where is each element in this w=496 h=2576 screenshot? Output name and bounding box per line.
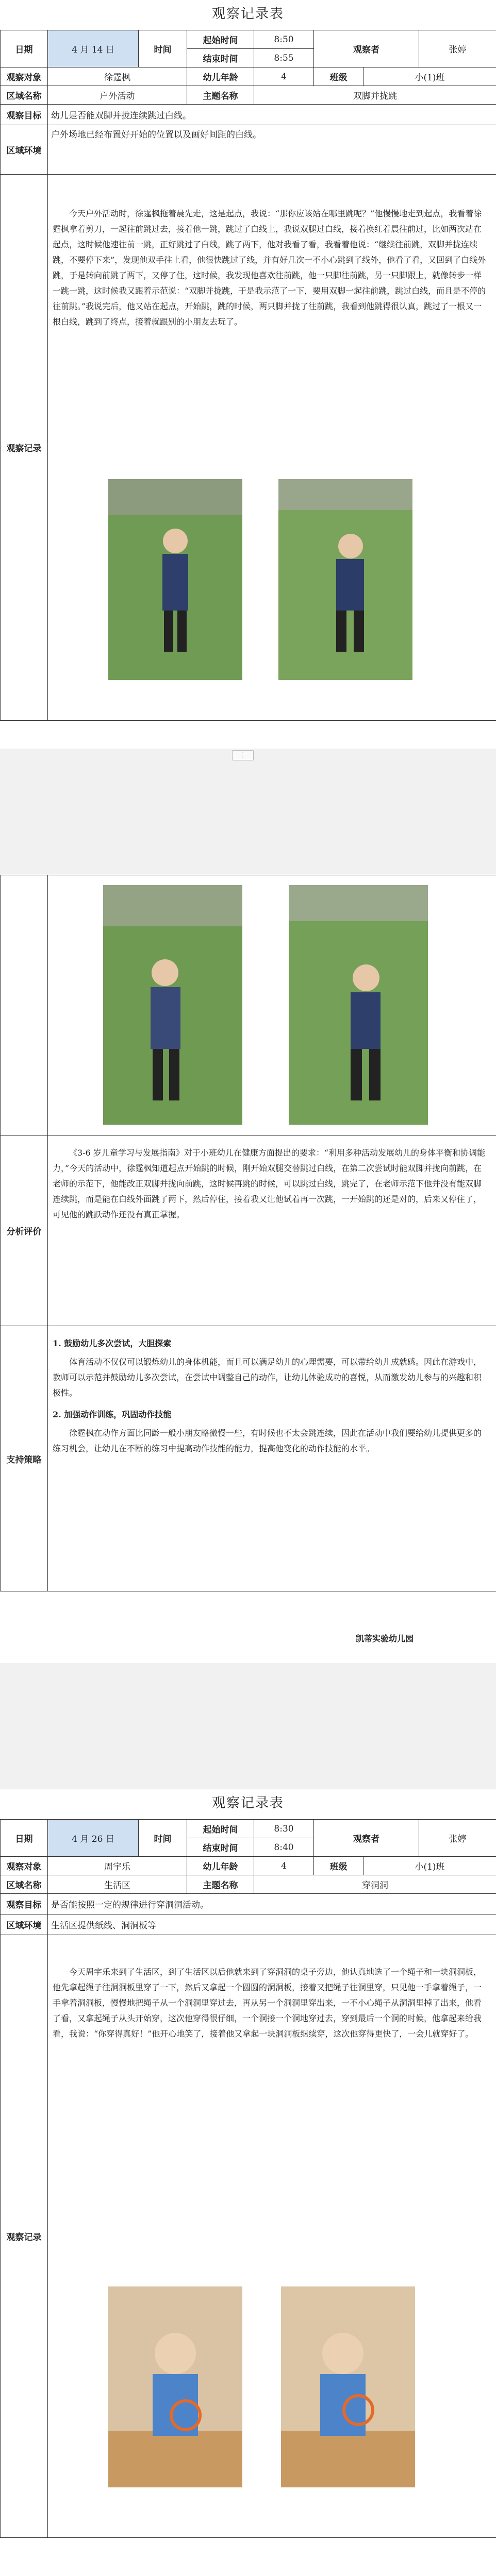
area-value: 生活区 [48,1875,187,1894]
strategy-heading-2: 2. 加强动作训练，巩固动作技能 [53,1410,172,1419]
strategy-heading-1: 1. 鼓励幼儿多次尝试，大胆探索 [53,1338,172,1348]
strategy-paragraph-1: 体育活动不仅仅可以锻炼幼儿的身体机能，而且可以满足幼儿的心理需要，可以带给幼儿成就感。因此在游戏中，教师可以示范并鼓励幼儿多次尝试，在尝试中调整自己的动作，让幼儿体验成功的喜悦，从而激发幼儿参与的兴趣和积极性。 [53,1357,482,1398]
record-text [53,206,489,336]
observer-label: 观察者 [314,30,419,67]
goal-value: 是否能按照一定的规律进行穿洞洞活动。 [48,1894,496,1914]
kindergarten-name: 凯蒂实验幼儿园 [355,1634,414,1643]
analysis-label: 分析评价 [1,1136,48,1326]
start-time-label: 起始时间 [187,1820,254,1838]
page-title: 观察记录表 [211,1795,284,1811]
class-label: 班级 [314,1857,363,1875]
record-label: 观察记录 [1,175,48,721]
time-label: 时间 [139,1820,187,1857]
observation-table-2 [0,1819,496,2538]
page-title: 观察记录表 [211,6,284,22]
topic-label: 主题名称 [187,1875,254,1894]
age-label: 幼儿年龄 [187,67,254,86]
record-paragraph: 今天户外活动时，徐霆枫拖着晨先走，这是起点，我说：“那你应该站在哪里跳呢？”他慢慢地走到起点，我看着徐霆枫拿着剪刀，一起往前跳过去，接着他一跳，跳过了白线上，我说双腿过白线，接着换红着晨往前过，比如两次站在起点，这时候他速往前一跳，正好跳过了白线，跳了两下，他对我看了看，我看着他说：“继续往前跳，双脚并拢连续跳，不要停下来”，发现他双手往上看，他很快跳过了线，并有好几次一不小心跳到了线外，他看了看，又回到了白线外跳，于是转向前跳了两下，又停了住，这时候，我发现他喜欢往前跳，他一只脚往前跳，另一只脚跟上，就像转步一样一跳一跳，这时候我又跟着示范说：“双脚并拢跳，于是我示范了一下，要用双脚一起往前跳，跳过白线，而且是不停的往前跳。”我说完后，他又站在起点，开始跳，跳的时候，两只脚并拢了往前跳，我看到他跳得很认真，跳过了一根又一根白线，跳到了终点，接着就跟别的小朋友去玩了。 [53,209,486,327]
topic-value: 穿洞洞 [254,1875,496,1894]
date-label: 日期 [1,30,48,67]
end-time-label: 结束时间 [187,49,254,67]
analysis-text [53,1145,489,1229]
class-value: 小(1)班 [363,67,496,86]
time-label: 时间 [139,30,187,67]
topic-label: 主题名称 [187,86,254,105]
target-label: 观察对象 [1,1857,48,1875]
goal-label: 观察目标 [1,105,48,125]
env-value: 生活区提供纸线、洞洞板等 [48,1914,496,1935]
record-page-3 [0,1789,496,2576]
photo-child-threading-2 [281,2286,415,2487]
target-label: 观察对象 [1,67,48,86]
photo-child-threading-1 [108,2286,242,2487]
end-time-value: 8:40 [254,1838,314,1857]
analysis-paragraph: 《3-6 岁儿童学习与发展指南》对于小班幼儿在健康方面提出的要求：“利用多种活动发展幼儿的身体平衡和协调能力，”今天的活动中，徐霆枫知道起点开始跳的时候，刚开始双腿交替跳过白线，在第二次尝试时能双脚并拢向前跳，在老师的示范下，他能改正双脚并拢向前跳，这时候再跳的时候，可以跳过白线，跳完了，在老师示范下他并没有能双脚连续跳，而是能在白线外面跳了两下，然后停住，接着我又让他试着再一次跳，一开始跳的还是对的，后来又停住了，可见他的跳跃动作还没有真正掌握。 [53,1148,486,1219]
area-label: 区域名称 [1,86,48,105]
date-value: 4 月 14 日 [48,30,139,67]
env-label: 区域环境 [1,125,48,175]
record-text [53,1964,489,2048]
record-page-1 [0,0,496,749]
observer-value: 张婷 [419,30,496,67]
end-time-label: 结束时间 [187,1838,254,1857]
observer-value: 张婷 [419,1820,496,1857]
record-label: 观察记录 [1,1935,48,2538]
age-label: 幼儿年龄 [187,1857,254,1875]
topic-value: 双脚并拢跳 [254,86,496,105]
scroll-more-button[interactable]: ︙ [232,750,254,760]
date-label: 日期 [1,1820,48,1857]
observation-table [0,30,496,721]
target-value: 周宇乐 [48,1857,187,1875]
class-label: 班级 [314,67,363,86]
record-page-2 [0,875,496,1663]
photo-row-label [1,875,48,1136]
strategy-paragraph-2: 徐霆枫在动作方面比同龄一般小朋友略微慢一些，有时候也不太会跳连续，因此在活动中我们要给幼儿提供更多的练习机会，让幼儿在不断的练习中提高动作技能的能力，提高他变化的动作技能的水平。 [53,1428,482,1453]
photo-child-outdoor-2 [278,479,412,680]
class-value: 小(1)班 [363,1857,496,1875]
goal-value: 幼儿是否能双脚并拢连续跳过白线。 [48,105,496,125]
area-value: 户外活动 [48,86,187,105]
observer-label: 观察者 [314,1820,419,1857]
goal-label: 观察目标 [1,1894,48,1914]
date-value: 4 月 26 日 [48,1820,139,1857]
photo-child-outdoor-3 [103,885,242,1125]
env-label: 区域环境 [1,1914,48,1935]
strategy-label: 支持策略 [1,1326,48,1591]
start-time-label: 起始时间 [187,30,254,49]
start-time-value: 8:50 [254,30,314,49]
strategy-text [53,1336,489,1463]
end-time-value: 8:55 [254,49,314,67]
photo-child-outdoor-1 [108,479,242,680]
age-value: 4 [254,67,314,86]
area-label: 区域名称 [1,1875,48,1894]
age-value: 4 [254,1857,314,1875]
start-time-value: 8:30 [254,1820,314,1838]
record-paragraph: 今天周宇乐来到了生活区，到了生活区以后他就来到了穿洞洞的桌子旁边，他认真地选了一个绳子和一块洞洞板，他先拿起绳子往洞洞板里穿了一下，然后又拿起一个圆圆的洞洞板，接着又把绳子往洞里穿，只见他一手拿着绳子，一手拿着洞洞板，慢慢地把绳子从一个洞洞里穿过去，再从另一个洞洞里穿出来，一不小心绳子从洞洞里掉了出来，他看了看，又拿起绳子从头开始穿，这次他穿得很仔细，一个洞接一个洞地穿过去，穿到最后一个洞的时候，他拿起来给我看，我说：“你穿得真好！”他开心地笑了，接着他又拿起一块洞洞板继续穿，这次他穿得更快了，一会儿就穿好了。 [53,1967,482,2039]
photo-child-outdoor-4 [289,885,428,1125]
env-value: 户外场地已经布置好开始的位置以及画好间距的白线。 [48,125,496,175]
target-value: 徐霆枫 [48,67,187,86]
